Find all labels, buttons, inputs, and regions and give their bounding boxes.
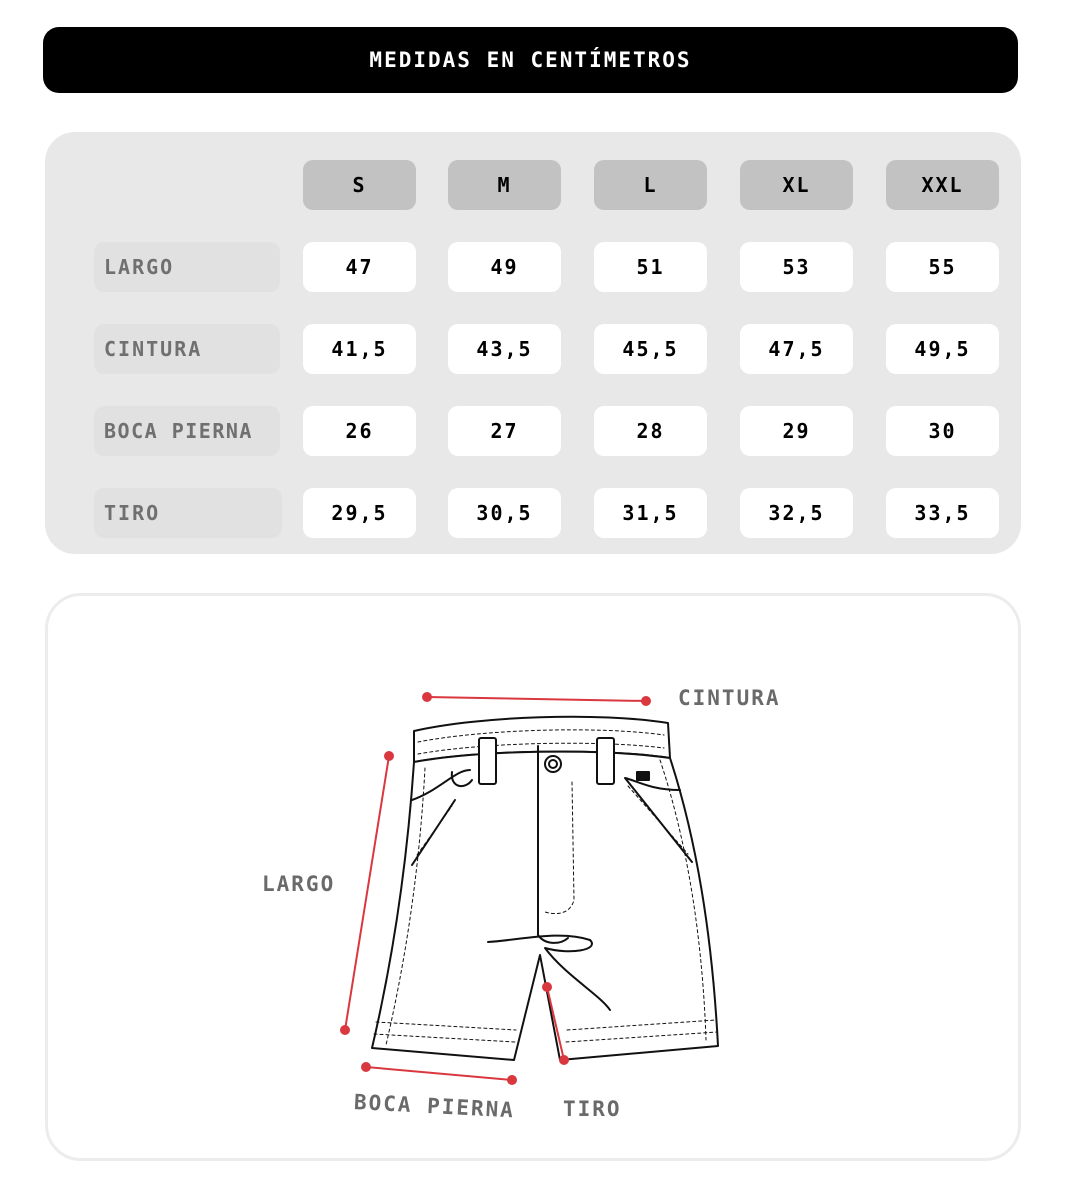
measure-dot: [362, 1063, 370, 1071]
value-cell: 27: [448, 406, 561, 456]
value-cell: 30,5: [448, 488, 561, 538]
boca-pierna-measure-line: [366, 1067, 512, 1080]
label-cintura: CINTURA: [678, 686, 781, 710]
size-header-xxl: XXL: [886, 160, 999, 210]
value-cell: 28: [594, 406, 707, 456]
label-boca-pierna: BOCA PIERNA: [353, 1090, 516, 1123]
value-cell: 32,5: [740, 488, 853, 538]
value-cell: 47: [303, 242, 416, 292]
value-cell: 31,5: [594, 488, 707, 538]
cintura-measure-line: [427, 697, 646, 701]
measure-dot: [385, 752, 393, 760]
row-label-boca-pierna: BOCA PIERNA: [94, 406, 280, 456]
shorts-illustration: [372, 717, 718, 1060]
value-cell: 55: [886, 242, 999, 292]
row-label-cintura: CINTURA: [94, 324, 280, 374]
size-header-s: S: [303, 160, 416, 210]
measure-dot: [341, 1026, 349, 1034]
measure-dot: [642, 697, 650, 705]
value-cell: 29: [740, 406, 853, 456]
measure-dot: [508, 1076, 516, 1084]
row-label-largo: LARGO: [94, 242, 280, 292]
largo-measure-line: [345, 756, 389, 1030]
measure-dot: [543, 983, 551, 991]
size-header-l: L: [594, 160, 707, 210]
value-cell: 49: [448, 242, 561, 292]
value-cell: 33,5: [886, 488, 999, 538]
size-header-xl: XL: [740, 160, 853, 210]
value-cell: 53: [740, 242, 853, 292]
label-tiro: TIRO: [563, 1097, 622, 1121]
value-cell: 45,5: [594, 324, 707, 374]
value-cell: 47,5: [740, 324, 853, 374]
value-cell: 29,5: [303, 488, 416, 538]
measure-dot: [560, 1056, 568, 1064]
label-largo: LARGO: [262, 872, 336, 896]
value-cell: 51: [594, 242, 707, 292]
value-cell: 43,5: [448, 324, 561, 374]
value-cell: 49,5: [886, 324, 999, 374]
value-cell: 30: [886, 406, 999, 456]
size-header-m: M: [448, 160, 561, 210]
value-cell: 26: [303, 406, 416, 456]
page-title: MEDIDAS EN CENTÍMETROS: [369, 48, 692, 72]
measure-dot: [423, 693, 431, 701]
row-label-tiro: TIRO: [94, 488, 282, 538]
value-cell: 41,5: [303, 324, 416, 374]
